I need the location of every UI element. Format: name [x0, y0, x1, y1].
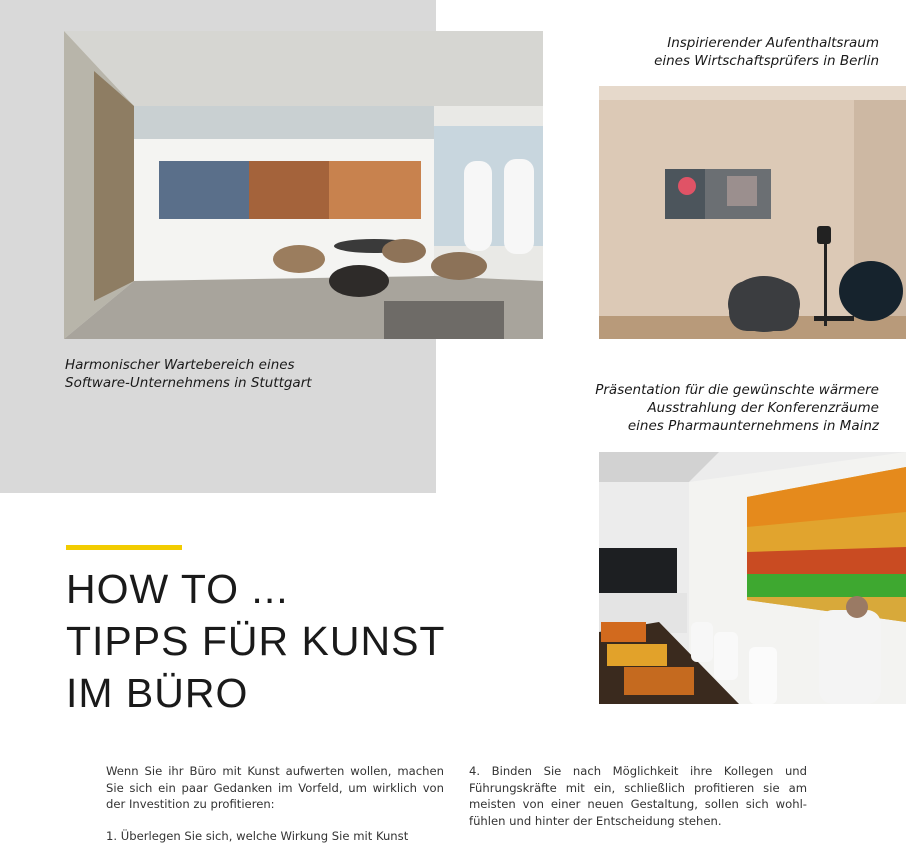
page-title-line2: TIPPS FÜR KUNST — [66, 618, 446, 664]
body-list-item-1: 1. Überlegen Sie sich, welche Wirkung Sie mit Kunst — [106, 828, 409, 843]
page-title-line1: HOW TO ... — [66, 566, 289, 612]
body-list-item-4: 4. Binden Sie nach Möglichkeit ihre Kollegen und Führungskräfte mit ein, schließlich profitieren sie am meisten von einer neuen Gestaltung, sollen sich wohl-fühlen und hinter der Entscheidung stehen. — [469, 764, 807, 828]
caption-mainz-line1: Präsentation für die gewünschte wärmere — [595, 382, 879, 398]
body-column-right — [469, 763, 807, 844]
photo-stuttgart-waiting-area — [64, 31, 543, 339]
caption-stuttgart — [65, 356, 312, 392]
caption-mainz — [595, 381, 879, 435]
caption-berlin-line1: Inspirierender Aufenthaltsraum — [667, 35, 879, 51]
caption-stuttgart-line2: Software-Unternehmens in Stuttgart — [65, 375, 312, 391]
page-title — [66, 563, 445, 719]
caption-mainz-line3: eines Pharmaunternehmens in Mainz — [627, 418, 879, 434]
caption-stuttgart-line1: Harmonischer Wartebereich eines — [65, 357, 295, 373]
caption-berlin — [654, 34, 879, 70]
caption-mainz-line2: Ausstrahlung der Konferenzräume — [647, 400, 879, 416]
photo-berlin-lounge — [599, 86, 906, 339]
body-intro-paragraph: Wenn Sie ihr Büro mit Kunst aufwerten wollen, machen Sie sich ein paar Gedanken im Vorfeld, um wirklich von der Investition zu profitieren: — [106, 764, 444, 811]
page-title-line3: IM BÜRO — [66, 670, 249, 716]
photo-mainz-conference-room — [599, 452, 906, 704]
accent-bar — [66, 545, 182, 550]
caption-berlin-line2: eines Wirtschaftsprüfers in Berlin — [654, 53, 879, 69]
